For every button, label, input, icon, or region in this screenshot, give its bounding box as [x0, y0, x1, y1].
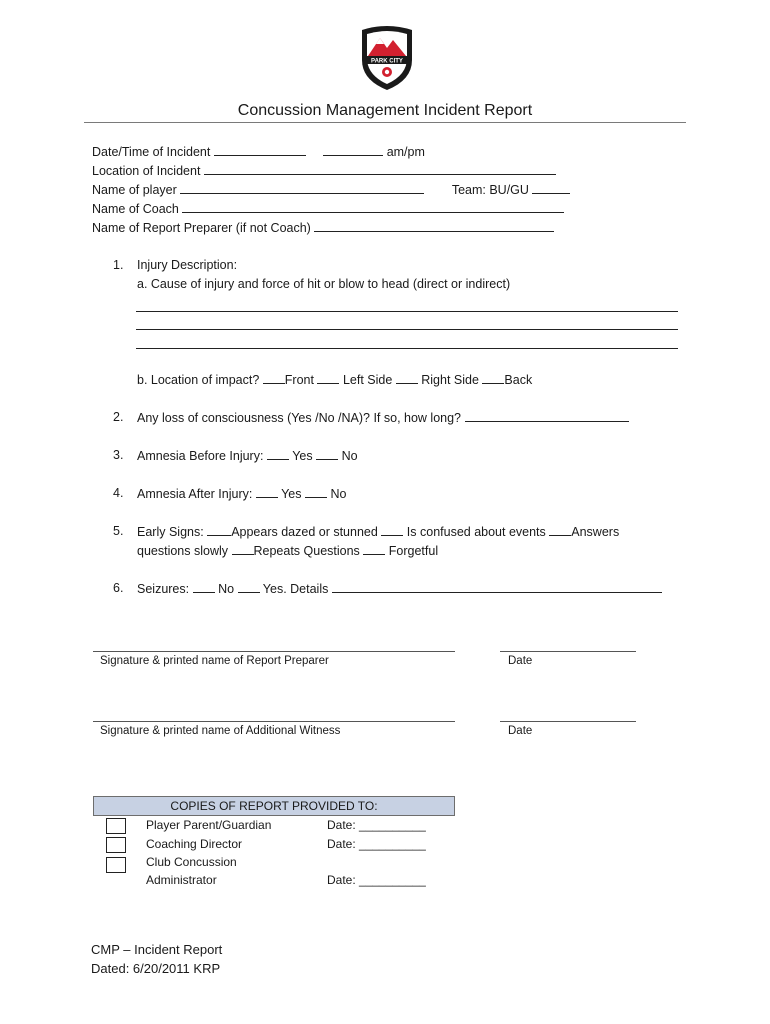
title-divider	[84, 122, 686, 123]
answers-continued-label: questions slowly	[137, 544, 229, 558]
date-blank[interactable]	[214, 144, 306, 156]
forgetful-blank[interactable]	[363, 543, 385, 555]
amnesia-before-yes-blank[interactable]	[267, 448, 289, 460]
item-2-number: 2.	[113, 410, 124, 424]
injury-line-2[interactable]	[136, 329, 678, 330]
page-title: Concussion Management Incident Report	[237, 102, 533, 119]
team-blank[interactable]	[532, 182, 570, 194]
item-5-row-1	[137, 524, 619, 539]
concussion-admin-checkbox[interactable]	[106, 857, 126, 873]
amnesia-after-no-blank[interactable]	[305, 486, 327, 498]
left-side-blank[interactable]	[317, 372, 339, 384]
team-label: Team: BU/GU	[451, 183, 529, 197]
witness-signature-label: Signature & printed name of Additional Witness	[100, 725, 341, 737]
answers-slowly-blank[interactable]	[549, 524, 571, 536]
witness-date-label: Date	[508, 725, 533, 737]
coach-label: Name of Coach	[92, 202, 179, 216]
forgetful-label: Forgetful	[388, 544, 439, 558]
parent-guardian-label: Player Parent/Guardian	[146, 818, 272, 832]
datetime-row	[92, 144, 425, 159]
player-label: Name of player	[92, 183, 177, 197]
seizures-details-blank[interactable]	[332, 581, 662, 593]
concussion-admin-label: Club Concussion	[146, 855, 237, 869]
player-row	[92, 182, 570, 197]
preparer-date-label: Date	[508, 655, 533, 667]
club-logo	[358, 22, 416, 92]
item-3-text: Amnesia Before Injury:	[137, 449, 264, 463]
location-row	[92, 163, 556, 178]
location-label: Location of Incident	[92, 164, 201, 178]
item-1-number: 1.	[113, 258, 124, 272]
item-4-row	[137, 486, 346, 501]
amnesia-before-no-label: No	[341, 449, 358, 463]
right-side-blank[interactable]	[396, 372, 418, 384]
concussion-admin-label-2: Administrator	[146, 873, 217, 887]
seizures-no-label: No	[218, 582, 235, 596]
logo-text: PARK CITY	[371, 58, 403, 65]
parent-guardian-checkbox[interactable]	[106, 818, 126, 834]
item-5-number: 5.	[113, 524, 124, 538]
witness-date-line[interactable]	[500, 721, 636, 722]
ampm-label: am/pm	[386, 145, 425, 159]
item-6-row	[137, 581, 662, 596]
front-blank[interactable]	[263, 372, 285, 384]
seizures-details-label: Yes. Details	[262, 582, 329, 596]
player-blank[interactable]	[180, 182, 424, 194]
footer-dated: Dated: 6/20/2011 KRP	[91, 961, 221, 976]
amnesia-before-no-blank[interactable]	[316, 448, 338, 460]
repeats-questions-blank[interactable]	[232, 543, 254, 555]
right-side-label: Right Side	[421, 373, 479, 387]
item-1b-label: b. Location of impact?	[137, 373, 260, 387]
left-side-label: Left Side	[342, 373, 393, 387]
preparer-blank[interactable]	[314, 220, 554, 232]
amnesia-after-yes-label: Yes	[281, 487, 302, 501]
front-label: Front	[284, 373, 314, 387]
seizures-no-blank[interactable]	[193, 581, 215, 593]
item-3-row	[137, 448, 358, 463]
parent-guardian-date: Date: __________	[327, 818, 426, 832]
item-3-number: 3.	[113, 448, 124, 462]
dazed-blank[interactable]	[207, 524, 231, 536]
seizures-label: Seizures:	[137, 582, 190, 596]
item-6-number: 6.	[113, 581, 124, 595]
item-5-label: Early Signs:	[137, 525, 204, 539]
preparer-signature-line[interactable]	[93, 651, 455, 652]
coaching-director-label: Coaching Director	[146, 837, 243, 851]
amnesia-after-yes-blank[interactable]	[256, 486, 278, 498]
item-4-number: 4.	[113, 486, 124, 500]
amnesia-after-no-label: No	[330, 487, 347, 501]
preparer-label: Name of Report Preparer (if not Coach)	[92, 221, 311, 235]
preparer-row	[92, 220, 554, 235]
coaching-director-date: Date: __________	[327, 837, 426, 851]
confused-label: Is confused about events	[406, 525, 546, 539]
item-5-row-2	[137, 543, 438, 558]
location-blank[interactable]	[204, 163, 556, 175]
seizures-yes-blank[interactable]	[238, 581, 260, 593]
amnesia-before-yes-label: Yes	[292, 449, 313, 463]
injury-line-1[interactable]	[136, 311, 678, 312]
time-blank[interactable]	[323, 144, 383, 156]
item-4-text: Amnesia After Injury:	[137, 487, 253, 501]
item-2-text: Any loss of consciousness (Yes /No /NA)? If so, how long?	[137, 411, 462, 425]
preparer-date-line[interactable]	[500, 651, 636, 652]
item-2-row	[137, 410, 629, 425]
repeats-questions-label: Repeats Questions	[253, 544, 360, 558]
confused-blank[interactable]	[381, 524, 403, 536]
footer-doc-name: CMP – Incident Report	[91, 942, 223, 957]
coaching-director-checkbox[interactable]	[106, 837, 126, 853]
concussion-admin-date: Date: __________	[327, 873, 426, 887]
item-1-title: Injury Description:	[137, 258, 238, 272]
consciousness-duration-blank[interactable]	[465, 410, 629, 422]
back-label: Back	[504, 373, 533, 387]
dazed-label: Appears dazed or stunned	[231, 525, 378, 539]
datetime-label: Date/Time of Incident	[92, 145, 211, 159]
preparer-signature-label: Signature & printed name of Report Preparer	[100, 655, 329, 667]
witness-signature-line[interactable]	[93, 721, 455, 722]
coach-row	[92, 201, 564, 216]
item-1b-row	[137, 372, 532, 387]
injury-line-3[interactable]	[136, 348, 678, 349]
copies-header: COPIES OF REPORT PROVIDED TO:	[93, 796, 455, 816]
item-1a-text: a. Cause of injury and force of hit or blow to head (direct or indirect)	[137, 277, 511, 291]
coach-blank[interactable]	[182, 201, 564, 213]
back-blank[interactable]	[482, 372, 504, 384]
answers-label: Answers	[571, 525, 620, 539]
